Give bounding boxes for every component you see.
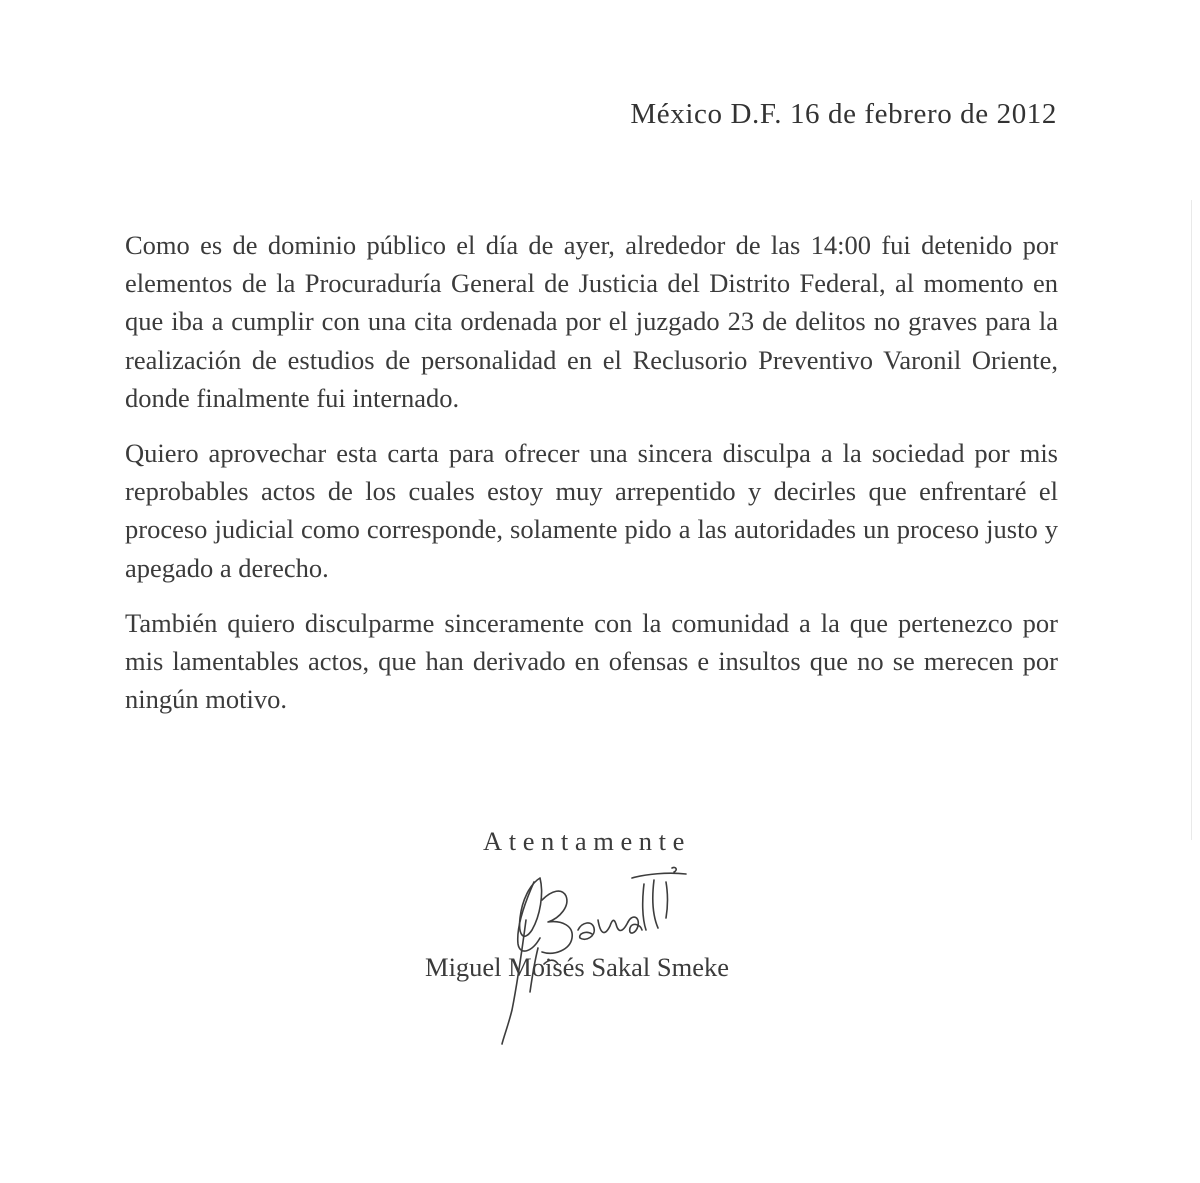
scan-edge-line (1191, 200, 1192, 840)
letter-date: México D.F. 16 de febrero de 2012 (630, 98, 1057, 130)
paragraph-1: Como es de dominio público el día de ayer, alrededor de las 14:00 fui detenido por elementos de la Procuraduría General de Justicia del Distrito Federal, al momento en que iba a cumplir con una cita ordenada por el juzgado 23 de delitos no graves para la realización de estudios de personalidad en el Reclusorio Preventivo Varonil Oriente, donde finalmente fui internado. (125, 230, 1058, 413)
letter-closing: Atentamente (483, 826, 691, 856)
paragraph-2: Quiero aprovechar esta carta para ofrecer una sincera disculpa a la sociedad por mis reprobables actos de los cuales estoy muy arrepentido y decirles que enfrentaré el proceso judicial como corresponde, solamente pido a las autoridades un proceso justo y apegado a derecho. (125, 438, 1058, 583)
paragraph-3: También quiero disculparme sinceramente con la comunidad a la que pertenezco por mis lamentables actos, que han derivado en ofensas e insultos que no se merecen por ningún motivo. (125, 607, 1058, 715)
letter-body (125, 226, 1058, 718)
signer-name: Miguel Moisés Sakal Smeke (425, 952, 729, 982)
